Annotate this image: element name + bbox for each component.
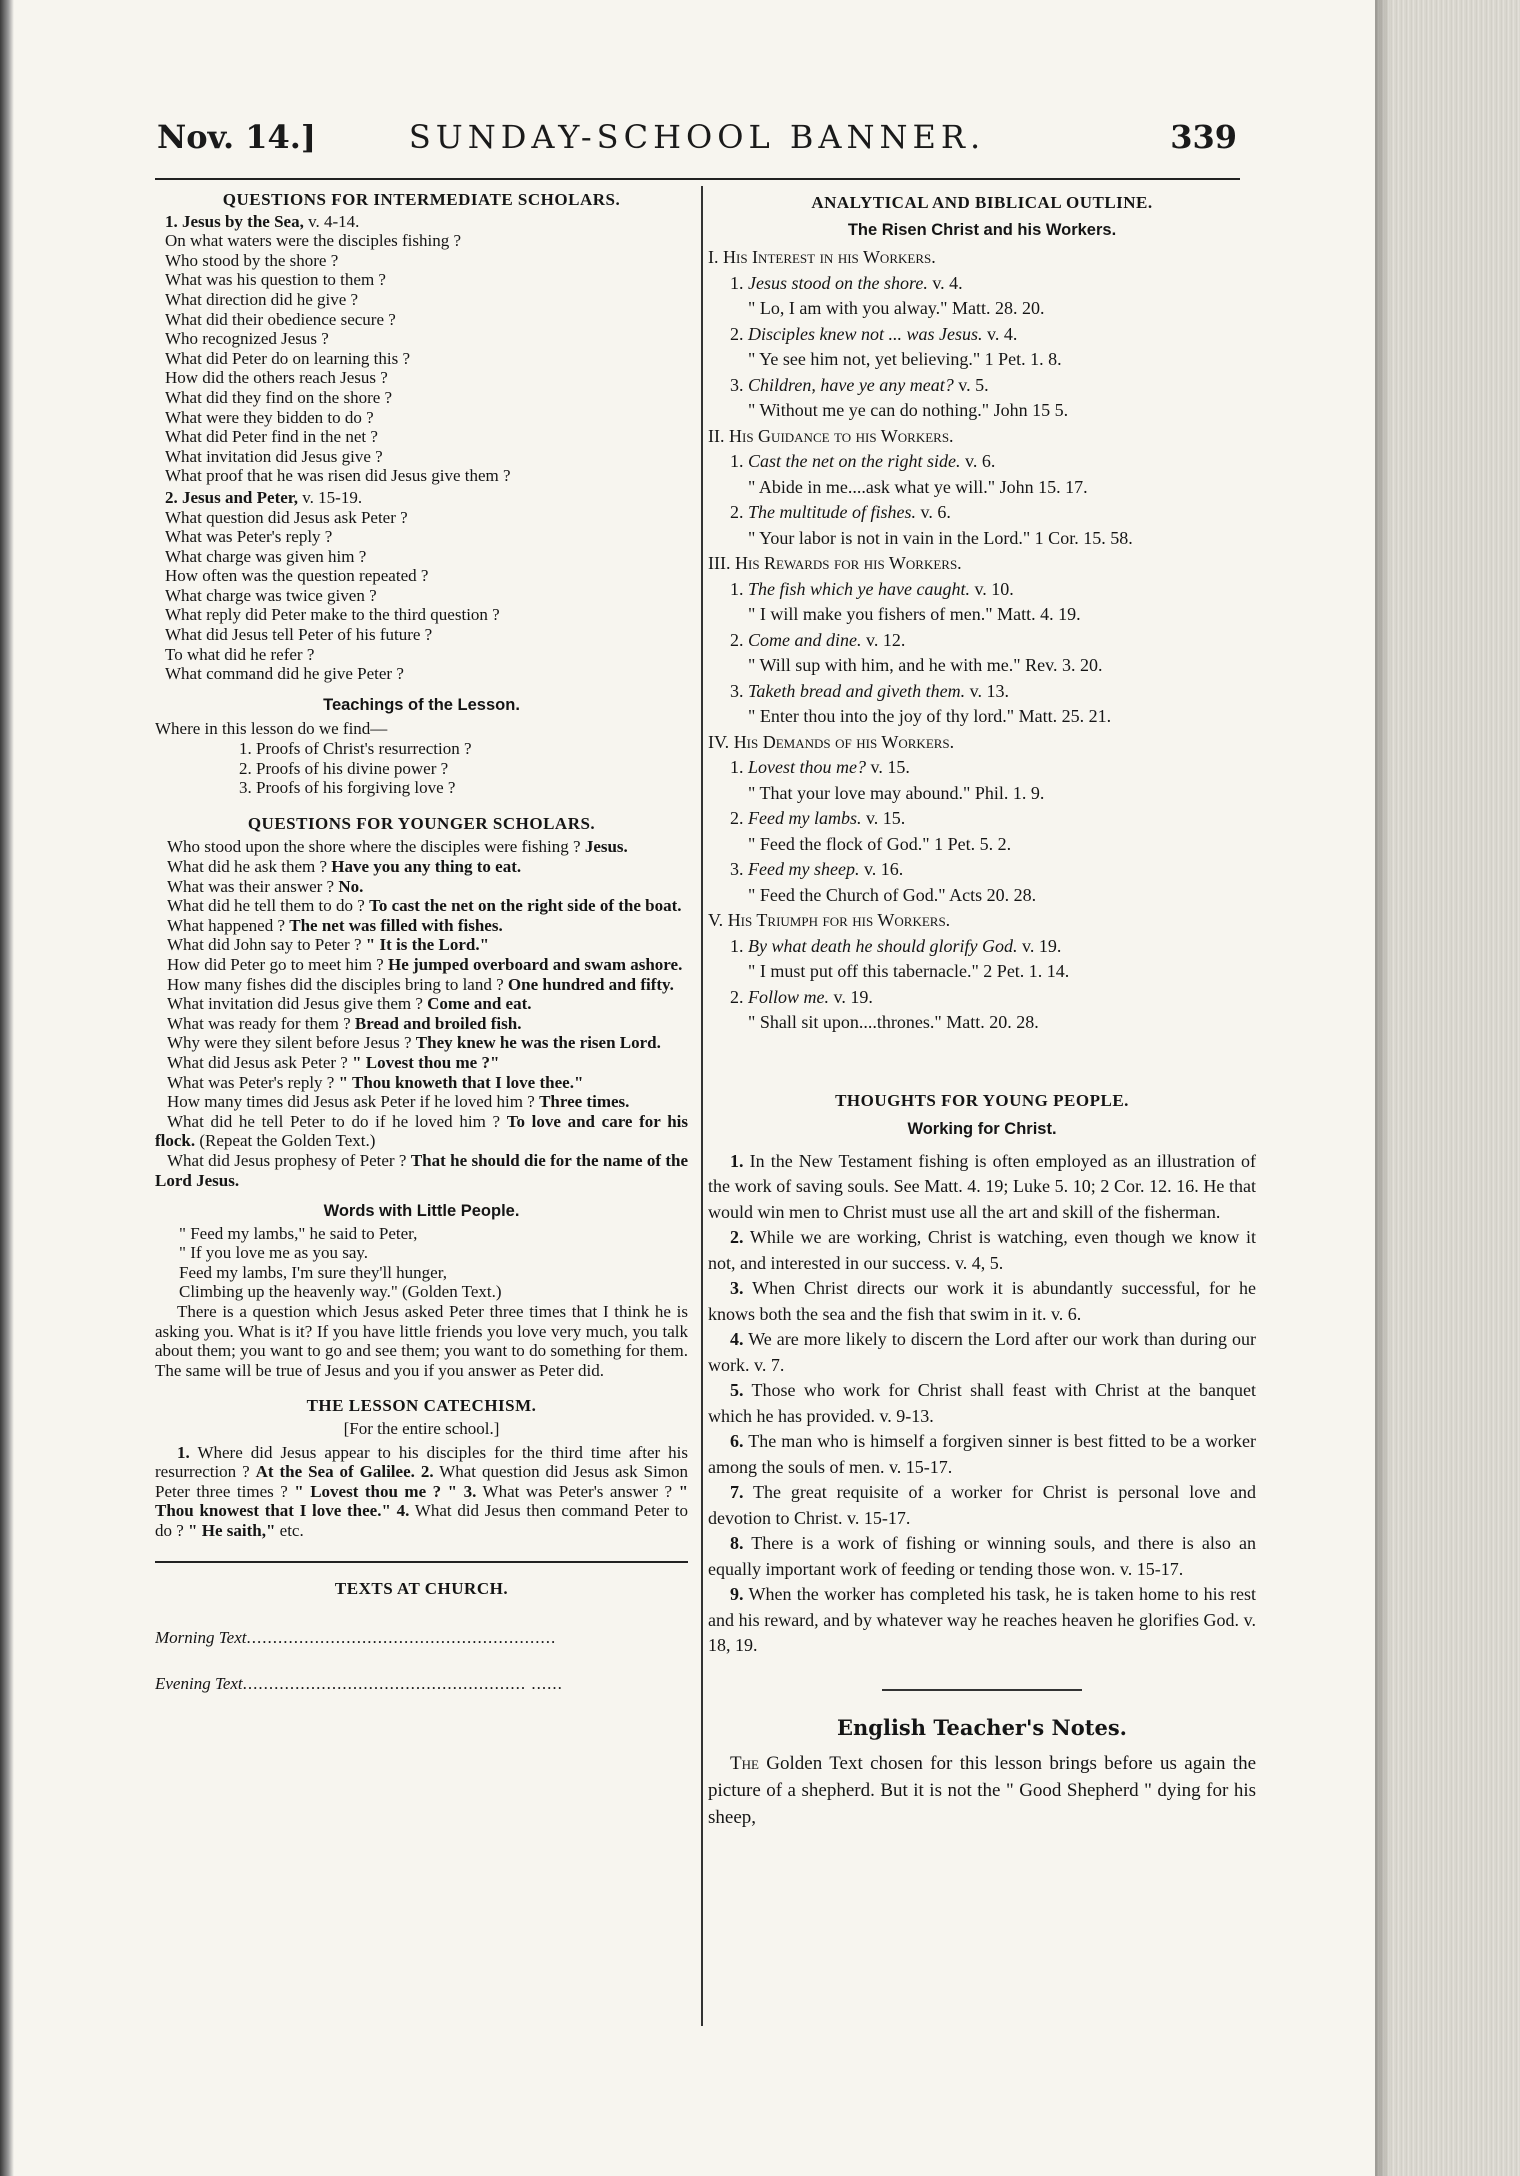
outline-section-num: III. bbox=[708, 553, 731, 573]
outline-quote: " Will sup with him, and he with me." Rev. 3. 20. bbox=[748, 655, 1103, 675]
section-1-ref: v. 4-14. bbox=[308, 211, 360, 231]
younger-question: What was Peter's reply ? bbox=[167, 1072, 335, 1092]
thought-text: The great requisite of a worker for Christ is personal love and devotion to Christ. v. 15-17. bbox=[708, 1482, 1256, 1528]
thought-num: 1. bbox=[730, 1150, 744, 1171]
outline-section-name: His Guidance to his Workers. bbox=[729, 425, 954, 446]
thought-text: There is a work of fishing or winning souls, and there is also an equally important work of feeding or tending those won. v. 15-17. bbox=[708, 1533, 1256, 1579]
thought-num: 6. bbox=[730, 1431, 744, 1451]
catechism-num: 4. bbox=[396, 1501, 410, 1521]
book-page-edges bbox=[1375, 0, 1520, 2176]
younger-qa-item bbox=[155, 896, 688, 916]
section-1-num: 1. bbox=[165, 211, 178, 231]
younger-answer: The net was filled with fishes. bbox=[289, 915, 503, 935]
younger-answer: Three times. bbox=[539, 1092, 630, 1112]
section-2-num: 2. bbox=[165, 487, 178, 507]
question-item: How often was the question repeated ? bbox=[165, 566, 429, 586]
catechism-tail: etc. bbox=[279, 1521, 304, 1540]
younger-question: What did he ask them ? bbox=[167, 857, 328, 876]
outline-point bbox=[708, 449, 1256, 475]
younger-answer: No. bbox=[338, 876, 364, 896]
thought-item bbox=[708, 1531, 1256, 1582]
outline-point-verse: v. 4. bbox=[986, 323, 1018, 344]
outline-point-text: Cast the net on the right side. bbox=[748, 451, 961, 471]
question-item: What were they bidden to do ? bbox=[165, 407, 374, 427]
younger-qa-item bbox=[155, 935, 688, 955]
younger-qa-item bbox=[155, 1014, 688, 1034]
younger-qa bbox=[155, 837, 688, 1190]
catechism-body bbox=[155, 1443, 688, 1541]
younger-answer: " Thou knoweth that I love thee." bbox=[338, 1072, 584, 1092]
header-title: SUNDAY-SCHOOL BANNER. bbox=[408, 118, 986, 156]
outline-point bbox=[708, 271, 1256, 297]
younger-answer: " It is the Lord." bbox=[365, 935, 490, 955]
texts-rule bbox=[155, 1561, 688, 1563]
outline-point-verse: v. 12. bbox=[865, 629, 906, 650]
question-item: What reply did Peter make to the third question ? bbox=[165, 605, 500, 625]
outline-section-title bbox=[708, 551, 1256, 577]
page-edge-shadow bbox=[1375, 0, 1391, 2176]
outline-section-num: I. bbox=[708, 247, 719, 267]
younger-answer: He jumped overboard and swam ashore. bbox=[387, 954, 683, 974]
page-number: 339 bbox=[1170, 118, 1237, 156]
question-item: What charge was given him ? bbox=[165, 546, 367, 566]
younger-answer: Have you any thing to eat. bbox=[331, 857, 522, 876]
outline-point-num: 1. bbox=[730, 451, 744, 471]
younger-answer: " Lovest thou me ?" bbox=[352, 1052, 500, 1072]
words-heading: Words with Little People. bbox=[323, 1202, 520, 1221]
younger-qa-item bbox=[155, 975, 688, 995]
thought-num: 5. bbox=[730, 1380, 744, 1400]
evening-text-dots: ...................................................... ...... bbox=[242, 1673, 563, 1693]
younger-answer: Bread and broiled fish. bbox=[354, 1013, 522, 1033]
younger-question: What did Jesus ask Peter ? bbox=[167, 1052, 348, 1072]
catechism-num: 1. bbox=[177, 1442, 190, 1462]
younger-qa-item bbox=[155, 994, 688, 1014]
catechism-subheading: [For the entire school.] bbox=[343, 1419, 500, 1439]
outline-point-verse: v. 16. bbox=[863, 859, 904, 879]
outline-quote: " Your labor is not in vain in the Lord." 1 Cor. 15. 58. bbox=[748, 527, 1133, 548]
evening-text-line bbox=[155, 1674, 688, 1694]
section-1-questions bbox=[155, 231, 688, 486]
outline-point-num: 2. bbox=[730, 323, 744, 344]
younger-qa-item bbox=[155, 877, 688, 897]
younger-qa-item bbox=[155, 1092, 688, 1112]
catechism-answer: " Thou knowest that I love thee." bbox=[155, 1481, 689, 1521]
outline-point-num: 2. bbox=[730, 502, 744, 522]
teachings-intro: Where in this lesson do we find— bbox=[155, 719, 388, 739]
outline-point bbox=[708, 934, 1256, 960]
question-item: To what did he refer ? bbox=[165, 644, 315, 664]
outline-point-verse: v. 19. bbox=[833, 986, 873, 1007]
outline-quote: " Ye see him not, yet believing." 1 Pet. 1. 8. bbox=[748, 349, 1062, 369]
catechism-question: What was Peter's answer ? bbox=[482, 1481, 673, 1501]
left-column bbox=[155, 190, 688, 1693]
outline-point-num: 1. bbox=[730, 757, 744, 777]
thoughts-list bbox=[708, 1149, 1256, 1659]
outline-point-text: Feed my lambs. bbox=[748, 808, 862, 828]
question-item: What was his question to them ? bbox=[165, 270, 386, 290]
outline-point-num: 2. bbox=[730, 629, 744, 650]
thought-text: Those who work for Christ shall feast with Christ at the banquet which he has provided. v. 9-13. bbox=[708, 1380, 1256, 1426]
catechism-question: What question did Jesus ask Simon Peter three times ? bbox=[155, 1462, 689, 1501]
catechism-num: 2. bbox=[420, 1462, 434, 1482]
question-item: What did Peter do on learning this ? bbox=[165, 348, 411, 368]
outline-point-text: Taketh bread and giveth them. bbox=[748, 680, 966, 701]
outline-point-text: Come and dine. bbox=[748, 629, 862, 650]
thoughts-subheading: Working for Christ. bbox=[907, 1120, 1057, 1138]
thought-num: 9. bbox=[730, 1584, 744, 1604]
outline-point-verse: v. 5. bbox=[958, 374, 989, 395]
thought-item bbox=[708, 1327, 1256, 1378]
outline-point-text: Follow me. bbox=[748, 986, 829, 1007]
younger-answer: One hundred and fifty. bbox=[507, 974, 674, 994]
younger-heading: QUESTIONS FOR YOUNGER SCHOLARS. bbox=[247, 813, 596, 833]
question-item: What did they find on the shore ? bbox=[165, 387, 393, 407]
catechism-answer: " Lovest thou me ? " bbox=[294, 1481, 458, 1501]
younger-qa-item bbox=[155, 1053, 688, 1073]
right-column bbox=[708, 190, 1256, 1831]
outline-quote: " Shall sit upon....thrones." Matt. 20. 28. bbox=[748, 1012, 1039, 1032]
outline-body bbox=[708, 245, 1256, 1036]
thought-num: 7. bbox=[730, 1482, 744, 1502]
outline-point bbox=[708, 373, 1256, 399]
thought-text: We are more likely to discern the Lord after our work than during our work. v. 7. bbox=[708, 1329, 1256, 1375]
morning-text-label: Morning Text bbox=[155, 1628, 247, 1648]
thought-item bbox=[708, 1429, 1256, 1480]
outline-quote: " Abide in me....ask what ye will." John 15. 17. bbox=[748, 476, 1088, 497]
question-item: What direction did he give ? bbox=[165, 289, 359, 309]
catechism-answer: At the Sea of Galilee. bbox=[255, 1462, 415, 1482]
outline-section-num: V. bbox=[708, 910, 724, 930]
younger-answer: To love and care for his flock. bbox=[155, 1111, 689, 1151]
header-date: Nov. 14.] bbox=[157, 118, 317, 156]
younger-answer: Jesus. bbox=[584, 837, 628, 857]
outline-point-verse: v. 15. bbox=[865, 808, 906, 828]
outline-section-name: His Interest in his Workers. bbox=[723, 247, 936, 267]
catechism-heading: THE LESSON CATECHISM. bbox=[306, 1396, 537, 1416]
section-2-questions bbox=[155, 508, 688, 684]
question-item: What question did Jesus ask Peter ? bbox=[165, 507, 408, 527]
younger-answer: To cast the net on the right side of the boat. bbox=[369, 896, 682, 916]
outline-point-num: 3. bbox=[730, 374, 744, 395]
younger-question: What did Jesus prophesy of Peter ? bbox=[167, 1150, 407, 1170]
section-1-name: Jesus by the Sea, bbox=[182, 211, 304, 231]
outline-point-num: 1. bbox=[730, 935, 744, 956]
teaching-item: 3. Proofs of his forgiving love ? bbox=[239, 778, 456, 798]
thought-item bbox=[708, 1480, 1256, 1531]
younger-qa-item bbox=[155, 1033, 688, 1053]
outline-section-name: His Triumph for his Workers. bbox=[727, 910, 951, 930]
younger-answer: Come and eat. bbox=[427, 994, 532, 1014]
outline-point-verse: v. 19. bbox=[1021, 935, 1062, 956]
outline-point-verse: v. 10. bbox=[974, 578, 1014, 599]
question-item: What proof that he was risen did Jesus give them ? bbox=[165, 466, 511, 486]
younger-qa-item bbox=[155, 837, 688, 857]
younger-qa-item bbox=[155, 1073, 688, 1093]
question-item: Who recognized Jesus ? bbox=[165, 329, 329, 349]
outline-point-text: Jesus stood on the shore. bbox=[748, 272, 928, 293]
thought-num: 2. bbox=[730, 1227, 744, 1247]
outline-quote: " Feed the Church of God." Acts 20. 28. bbox=[748, 884, 1037, 905]
outline-point-num: 2. bbox=[730, 808, 744, 828]
thought-item bbox=[708, 1378, 1256, 1429]
thoughts-heading: THOUGHTS FOR YOUNG PEOPLE. bbox=[835, 1090, 1129, 1110]
outline-heading: ANALYTICAL AND BIBLICAL OUTLINE. bbox=[811, 193, 1153, 212]
outline-quote: " I must put off this tabernacle." 2 Pet. 1. 14. bbox=[748, 961, 1070, 981]
outline-quote: " Enter thou into the joy of thy lord." Matt. 25. 21. bbox=[748, 706, 1112, 726]
header-rule bbox=[155, 178, 1240, 180]
intermediate-heading: QUESTIONS FOR INTERMEDIATE SCHOLARS. bbox=[222, 190, 621, 209]
outline-point-verse: v. 13. bbox=[969, 680, 1009, 701]
section-2-title bbox=[155, 488, 688, 508]
catechism-question: Where did Jesus appear to his disciples for the third time after his resurrection ? bbox=[155, 1442, 688, 1482]
poem-line: Climbing up the heavenly way." (Golden Text.) bbox=[179, 1282, 502, 1302]
outline-point-verse: v. 6. bbox=[920, 502, 951, 522]
poem-line: " Feed my lambs," he said to Peter, bbox=[179, 1223, 418, 1243]
younger-question: What did John say to Peter ? bbox=[167, 935, 362, 955]
question-item: Who stood by the shore ? bbox=[165, 250, 339, 270]
notes-separator bbox=[882, 1689, 1082, 1691]
outline-quote: " That your love may abound." Phil. 1. 9. bbox=[748, 782, 1045, 803]
younger-qa-item bbox=[155, 916, 688, 936]
younger-question: What was ready for them ? bbox=[167, 1013, 351, 1033]
outline-quote: " Feed the flock of God." 1 Pet. 5. 2. bbox=[748, 833, 1012, 854]
teachings-list bbox=[155, 739, 688, 798]
thought-text: In the New Testament fishing is often employed as an illustration of the work of saving souls. See Matt. 4. 19; Luke 5. 10; 2 Cor. 12. 16. He that would win men to Christ must use all the art and skill of the fisherman. bbox=[708, 1150, 1257, 1222]
outline-point-text: Disciples knew not ... was Jesus. bbox=[748, 323, 983, 344]
english-notes-heading: English Teacher's Notes. bbox=[837, 1714, 1127, 1740]
catechism-question: What did Jesus then command Peter to do ? bbox=[155, 1501, 688, 1540]
section-2-ref: v. 15-19. bbox=[302, 487, 363, 507]
column-divider bbox=[701, 186, 703, 2026]
outline-point bbox=[708, 985, 1256, 1011]
english-notes-paragraph bbox=[708, 1750, 1256, 1831]
teachings-heading: Teachings of the Lesson. bbox=[323, 695, 520, 714]
outline-point-num: 3. bbox=[730, 859, 744, 879]
younger-note: (Repeat the Golden Text.) bbox=[199, 1131, 376, 1151]
question-item: On what waters were the disciples fishing ? bbox=[165, 231, 461, 251]
younger-question: How many times did Jesus ask Peter if he loved him ? bbox=[167, 1092, 535, 1112]
outline-point bbox=[708, 628, 1256, 654]
catechism-num: 3. bbox=[463, 1481, 477, 1501]
question-item: What invitation did Jesus give ? bbox=[165, 446, 383, 466]
outline-section-title bbox=[708, 730, 1256, 756]
binding-shadow bbox=[0, 0, 14, 2176]
thought-item bbox=[708, 1582, 1256, 1659]
younger-question: Why were they silent before Jesus ? bbox=[167, 1033, 412, 1053]
question-item: What did Peter find in the net ? bbox=[165, 427, 378, 447]
thought-num: 4. bbox=[730, 1329, 744, 1349]
outline-section-name: His Demands of his Workers. bbox=[733, 731, 955, 752]
thought-text: The man who is himself a forgiven sinner is best fitted to be a worker among the souls of men. v. 15-17. bbox=[708, 1431, 1256, 1477]
teaching-item: 2. Proofs of his divine power ? bbox=[239, 758, 449, 778]
outline-point-text: Feed my sheep. bbox=[748, 859, 860, 879]
outline-quote: " I will make you fishers of men." Matt. 4. 19. bbox=[748, 604, 1081, 624]
younger-qa-item bbox=[155, 1151, 688, 1190]
words-paragraph: There is a question which Jesus asked Peter three times that I think he is asking you. What is it? If you have little friends you love very much, you talk about them; you want to go and see them; you want to do something for them. The same will be true of Jesus and you if you answer as Peter did. bbox=[155, 1302, 688, 1380]
thought-text: While we are working, Christ is watching, even though we know it not, and interested in our success. v. 4, 5. bbox=[708, 1227, 1256, 1273]
outline-point bbox=[708, 577, 1256, 603]
outline-point-num: 3. bbox=[730, 680, 744, 701]
outline-section-title bbox=[708, 424, 1256, 450]
younger-question: How many fishes did the disciples bring to land ? bbox=[167, 974, 504, 994]
morning-text-dots: ........................................................... bbox=[246, 1628, 557, 1648]
outline-point-text: Lovest thou me? bbox=[748, 757, 866, 777]
outline-point-text: The multitude of fishes. bbox=[748, 502, 916, 522]
outline-point bbox=[708, 755, 1256, 781]
section-1-title bbox=[155, 212, 688, 232]
outline-point-text: Children, have ye any meat? bbox=[748, 374, 954, 395]
outline-section-num: II. bbox=[708, 425, 725, 446]
outline-point bbox=[708, 857, 1256, 883]
morning-text-line bbox=[155, 1628, 688, 1648]
outline-section-name: His Rewards for his Workers. bbox=[734, 553, 962, 573]
younger-question: What did he tell Peter to do if he loved him ? bbox=[167, 1111, 501, 1131]
outline-point bbox=[708, 679, 1256, 705]
texts-heading: TEXTS AT CHURCH. bbox=[334, 1578, 509, 1598]
thought-item bbox=[708, 1149, 1256, 1226]
outline-quote: " Lo, I am with you alway." Matt. 28. 20. bbox=[748, 298, 1045, 318]
outline-point-verse: v. 6. bbox=[964, 451, 996, 471]
question-item: What did their obedience secure ? bbox=[165, 309, 396, 329]
outline-point-verse: v. 15. bbox=[870, 757, 910, 777]
younger-qa-item bbox=[155, 857, 688, 877]
thought-text: When Christ directs our work it is abundantly successful, for he knows both the sea and the fish that swim in it. v. 6. bbox=[708, 1278, 1256, 1324]
younger-question: How did Peter go to meet him ? bbox=[167, 954, 384, 974]
question-item: What did Jesus tell Peter of his future ? bbox=[165, 625, 433, 645]
younger-answer: They knew he was the risen Lord. bbox=[415, 1033, 661, 1053]
english-notes-text: Golden Text chosen for this lesson brings before us again the picture of a shepherd. But it is not the " Good Shepherd " dying for his sheep, bbox=[708, 1753, 1257, 1828]
outline-point-verse: v. 4. bbox=[932, 272, 963, 293]
outline-section-title bbox=[708, 908, 1256, 934]
poem-line: Feed my lambs, I'm sure they'll hunger, bbox=[179, 1262, 447, 1282]
younger-qa-item bbox=[155, 955, 688, 975]
running-header bbox=[157, 118, 1237, 178]
outline-point-text: By what death he should glorify God. bbox=[748, 935, 1018, 956]
section-2-name: Jesus and Peter, bbox=[182, 487, 299, 507]
thought-num: 3. bbox=[730, 1278, 744, 1298]
thought-item bbox=[708, 1276, 1256, 1327]
thought-item bbox=[708, 1225, 1256, 1276]
thought-text: When the worker has completed his task, he is taken home to his rest and his reward, and by whatever way he reaches heaven he glorifies God. v. 18, 19. bbox=[708, 1584, 1256, 1655]
outline-point-num: 1. bbox=[730, 272, 744, 293]
question-item: What charge was twice given ? bbox=[165, 585, 377, 605]
question-item: How did the others reach Jesus ? bbox=[165, 368, 388, 388]
poem-line: " If you love me as you say. bbox=[179, 1243, 369, 1263]
teaching-item: 1. Proofs of Christ's resurrection ? bbox=[239, 739, 472, 759]
evening-text-label: Evening Text bbox=[155, 1673, 243, 1693]
outline-section-title bbox=[708, 245, 1256, 271]
younger-qa-item bbox=[155, 1112, 688, 1151]
outline-subheading: The Risen Christ and his Workers. bbox=[847, 220, 1117, 239]
outline-quote: " Without me ye can do nothing." John 15 5. bbox=[748, 400, 1069, 420]
younger-question: What happened ? bbox=[167, 915, 285, 935]
outline-point bbox=[708, 322, 1256, 348]
outline-point-num: 1. bbox=[730, 578, 744, 599]
thought-num: 8. bbox=[730, 1533, 744, 1553]
outline-point bbox=[708, 806, 1256, 832]
outline-point-num: 2. bbox=[730, 986, 744, 1007]
outline-point-text: The fish which ye have caught. bbox=[748, 578, 970, 599]
question-item: What command did he give Peter ? bbox=[165, 664, 404, 684]
english-notes-lead: The bbox=[730, 1753, 759, 1774]
younger-question: What was their answer ? bbox=[167, 876, 335, 896]
words-poem bbox=[155, 1224, 688, 1302]
younger-answer: That he should die for the name of the Lord Jesus. bbox=[155, 1150, 689, 1190]
question-item: What was Peter's reply ? bbox=[165, 527, 333, 547]
catechism-answer: " He saith," bbox=[188, 1521, 276, 1540]
younger-question: What invitation did Jesus give them ? bbox=[167, 994, 423, 1014]
younger-question: What did he tell them to do ? bbox=[167, 896, 365, 916]
outline-point bbox=[708, 500, 1256, 526]
outline-section-num: IV. bbox=[708, 731, 730, 752]
younger-question: Who stood upon the shore where the disciples were fishing ? bbox=[167, 837, 581, 857]
